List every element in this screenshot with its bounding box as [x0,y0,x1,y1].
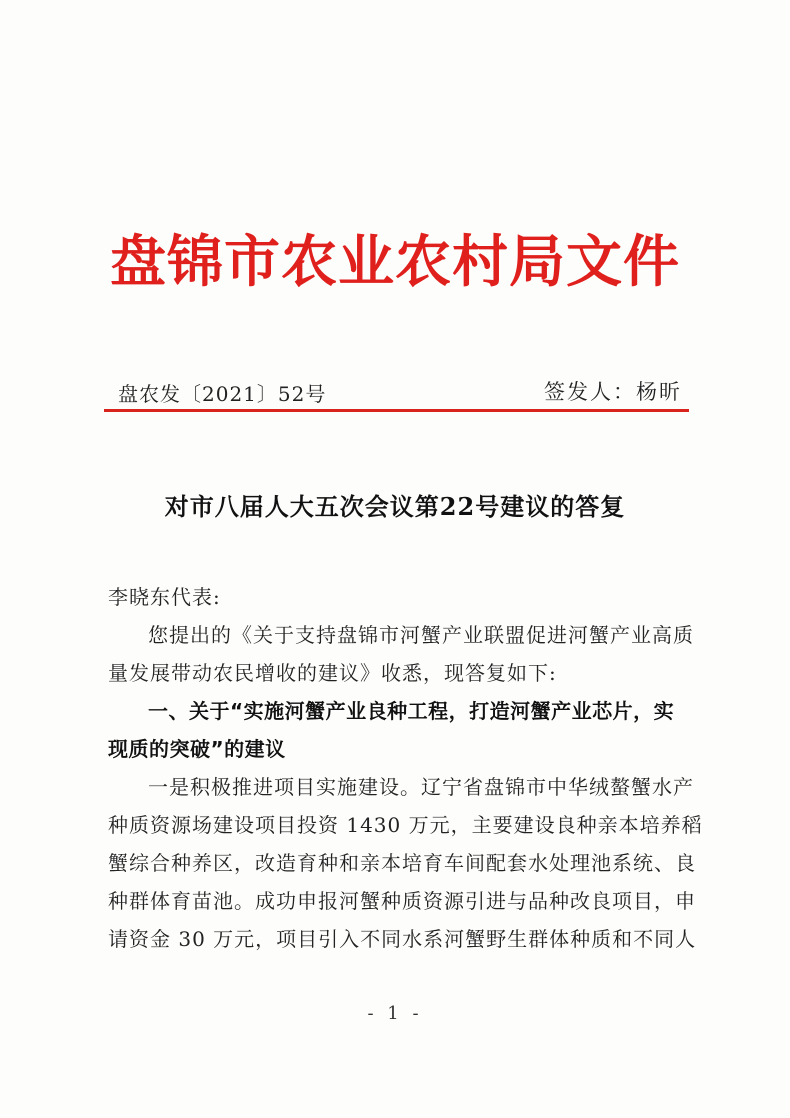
section-heading-line: 现质的突破”的建议 [108,737,286,761]
salutation: 李晓东代表: [108,585,221,609]
masthead-title: 盘锦市农业农村局文件 [110,230,680,295]
paragraph-line: 请资金 30 万元，项目引入不同水系河蟹野生群体种质和不同人 [108,927,697,951]
document-number: 盘农发〔2021〕52号 [118,382,327,406]
paragraph-line: 您提出的《关于支持盘锦市河蟹产业联盟促进河蟹产业高质 [148,623,694,647]
body-text [108,578,703,958]
section-heading-line: 一、关于“实施河蟹产业良种工程，打造河蟹产业芯片，实 [148,699,675,723]
page-number: - 1 - [367,1003,423,1024]
paragraph-line: 种质资源场建设项目投资 1430 万元，主要建设良种亲本培养稻 [108,813,703,837]
paragraph-line: 种群体育苗池。成功申报河蟹种质资源引进与品种改良项目，申 [108,889,696,913]
paragraph-line: 一是积极推进项目实施建设。辽宁省盘锦市中华绒螯蟹水产 [148,775,694,799]
reply-title: 对市八届人大五次会议第22号建议的答复 [164,492,626,521]
paragraph-line: 量发展带动农民增收的建议》收悉，现答复如下: [108,661,557,685]
signer: 签发人：杨昕 [544,380,682,404]
paragraph-line: 蟹综合种养区，改造育种和亲本培育车间配套水处理池系统、良 [108,851,696,875]
red-divider-line [104,409,689,412]
